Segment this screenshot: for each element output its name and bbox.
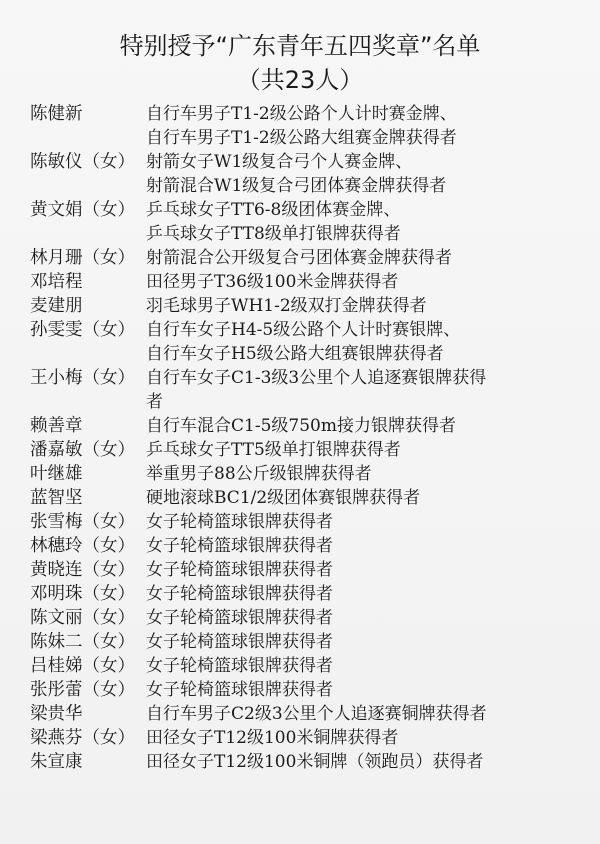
list-item: [30, 246, 590, 270]
page-subtitle: （共23人）: [236, 66, 364, 94]
list-item: [30, 318, 590, 366]
list-item: [30, 702, 590, 726]
award-description: 自行车男子T1-2级公路个人计时赛金牌、 自行车男子T1-2级公路大组赛金牌获得者: [146, 104, 457, 148]
list-item: [30, 558, 590, 582]
list-item: [30, 534, 590, 558]
award-description: 自行车男子C2级3公里个人追逐赛铜牌获得者: [146, 704, 487, 724]
recipient-name: 吕桂娣（女）: [30, 656, 135, 676]
award-description: 射箭女子W1级复合弓个人赛金牌、 射箭混合W1级复合弓团体赛金牌获得者: [146, 152, 447, 196]
list-item: [30, 726, 590, 750]
list-item: [30, 294, 590, 318]
award-list: [30, 102, 590, 774]
award-description: 女子轮椅篮球银牌获得者: [146, 512, 333, 532]
list-item: [30, 102, 590, 150]
list-item: [30, 630, 590, 654]
recipient-name: 陈妹二（女）: [30, 632, 135, 652]
recipient-name: 叶继雄: [30, 464, 83, 484]
recipient-name: 麦建朋: [30, 296, 83, 316]
page-title: 特别授予“广东青年五四奖章”名单: [119, 32, 481, 60]
recipient-name: 陈敏仪（女）: [30, 152, 135, 172]
recipient-name: 邓培程: [30, 272, 83, 292]
award-description: 田径女子T12级100米铜牌（领跑员）获得者: [146, 752, 484, 772]
list-item: [30, 198, 590, 246]
list-item: [30, 462, 590, 486]
recipient-name: 张彤蕾（女）: [30, 680, 135, 700]
list-item: [30, 510, 590, 534]
award-description: 女子轮椅篮球银牌获得者: [146, 560, 333, 580]
list-item: [30, 150, 590, 198]
award-description: 女子轮椅篮球银牌获得者: [146, 584, 333, 604]
recipient-name: 陈文丽（女）: [30, 608, 135, 628]
award-description: 自行车女子C1-3级3公里个人追逐赛银牌获得 者: [146, 368, 487, 412]
recipient-name: 林月珊（女）: [30, 248, 135, 268]
list-item: [30, 270, 590, 294]
award-description: 自行车女子H4-5级公路个人计时赛银牌、 自行车女子H5级公路大组赛银牌获得者: [146, 320, 461, 364]
recipient-name: 黄晓连（女）: [30, 560, 135, 580]
recipient-name: 邓明珠（女）: [30, 584, 135, 604]
award-description: 硬地滚球BC1/2级团体赛银牌获得者: [146, 488, 421, 508]
recipient-name: 陈健新: [30, 104, 83, 124]
recipient-name: 赖善章: [30, 416, 83, 436]
award-description: 乒乓球女子TT5级单打银牌获得者: [146, 440, 401, 460]
award-description: 女子轮椅篮球银牌获得者: [146, 656, 333, 676]
list-item: [30, 654, 590, 678]
award-description: 自行车混合C1-5级750m接力银牌获得者: [146, 416, 456, 436]
recipient-name: 朱宣康: [30, 752, 83, 772]
award-description: 田径男子T36级100米金牌获得者: [146, 272, 399, 292]
list-item: [30, 366, 590, 414]
recipient-name: 王小梅（女）: [30, 368, 135, 388]
award-description: 羽毛球男子WH1-2级双打金牌获得者: [146, 296, 427, 316]
award-description: 举重男子88公斤级银牌获得者: [146, 464, 372, 484]
list-item: [30, 606, 590, 630]
award-description: 女子轮椅篮球银牌获得者: [146, 536, 333, 556]
recipient-name: 梁燕芬（女）: [30, 728, 135, 748]
award-description: 田径女子T12级100米铜牌获得者: [146, 728, 399, 748]
award-description: 女子轮椅篮球银牌获得者: [146, 608, 333, 628]
list-item: [30, 750, 590, 774]
list-item: [30, 678, 590, 702]
award-description: 女子轮椅篮球银牌获得者: [146, 680, 333, 700]
recipient-name: 蓝智坚: [30, 488, 83, 508]
recipient-name: 潘嘉敏（女）: [30, 440, 135, 460]
award-description: 女子轮椅篮球银牌获得者: [146, 632, 333, 652]
list-item: [30, 486, 590, 510]
recipient-name: 梁贵华: [30, 704, 83, 724]
recipient-name: 黄文娟（女）: [30, 200, 135, 220]
award-description: 乒乓球女子TT6-8级团体赛金牌、 乒乓球女子TT8级单打银牌获得者: [146, 200, 401, 244]
recipient-name: 林穗玲（女）: [30, 536, 135, 556]
recipient-name: 孙雯雯（女）: [30, 320, 135, 340]
list-item: [30, 414, 590, 438]
list-item: [30, 438, 590, 462]
award-description: 射箭混合公开级复合弓团体赛金牌获得者: [146, 248, 452, 268]
list-item: [30, 582, 590, 606]
recipient-name: 张雪梅（女）: [30, 512, 135, 532]
